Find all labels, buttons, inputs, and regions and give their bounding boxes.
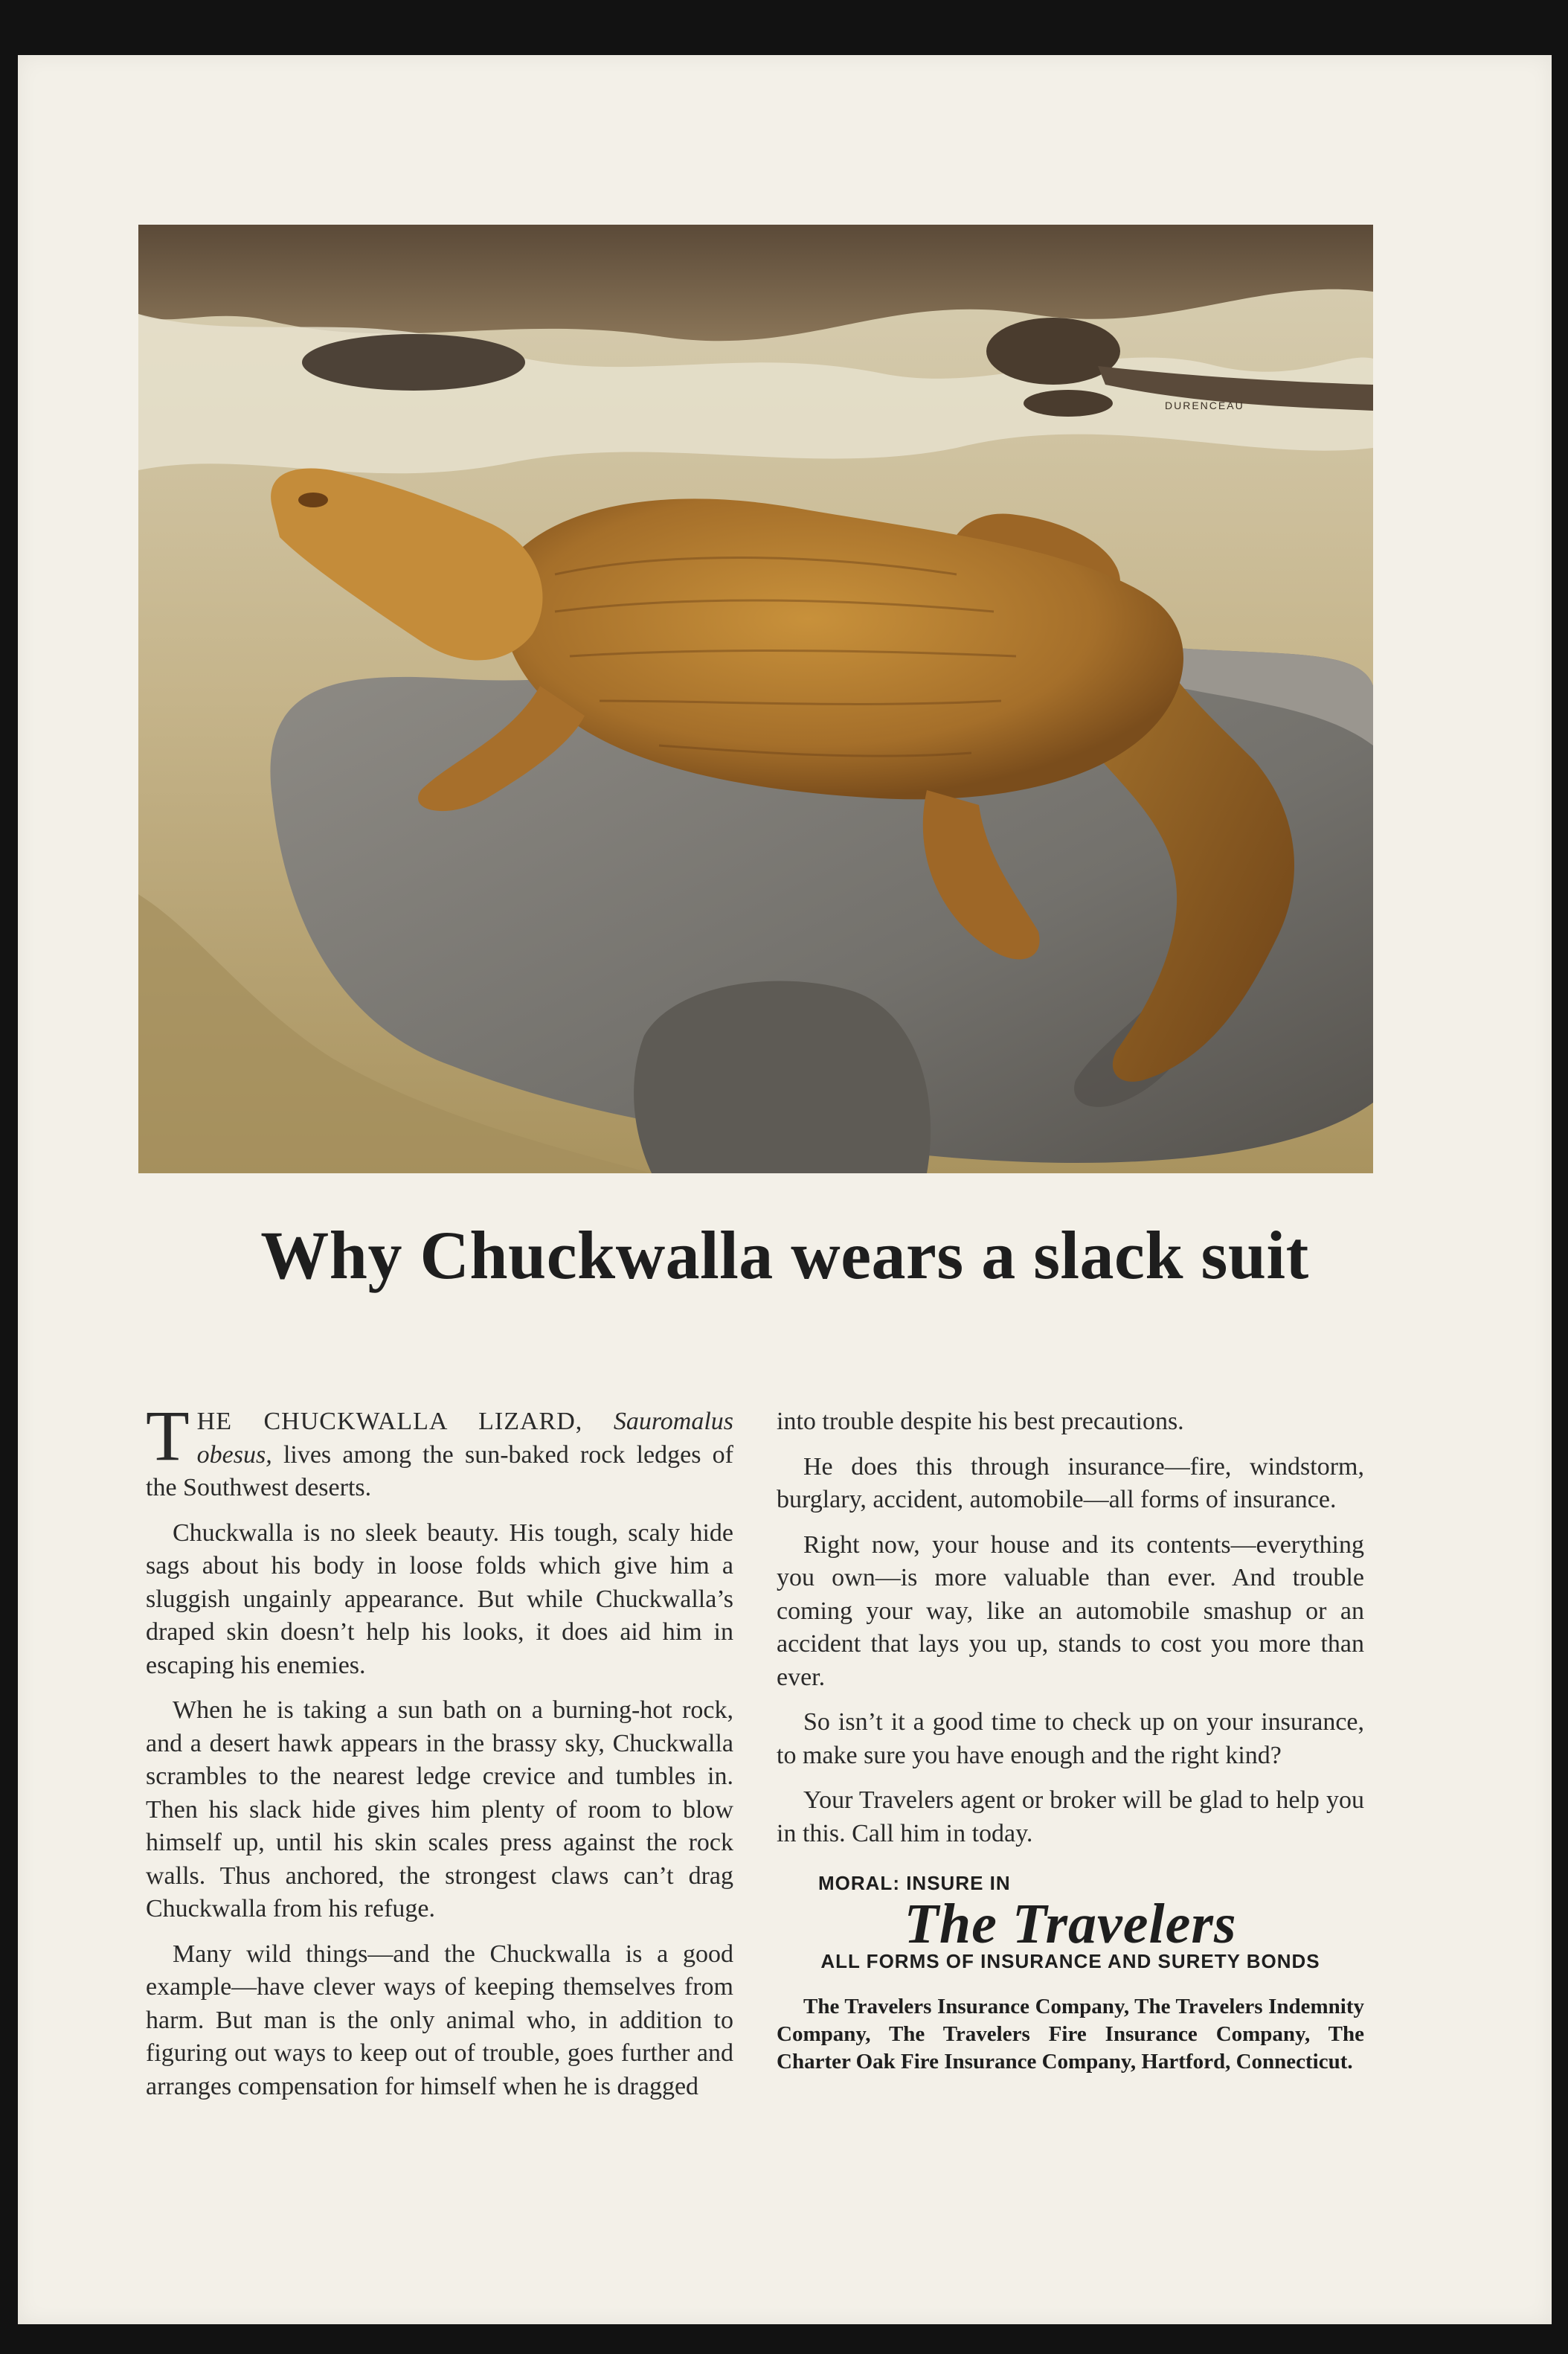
lead-in-smallcaps: HE CHUCKWALLA LIZARD, bbox=[196, 1408, 583, 1435]
article-column-right bbox=[777, 1405, 1364, 2088]
drop-cap: T bbox=[146, 1396, 190, 1475]
company-list: The Travelers Insurance Company, The Travelers Indemnity Company, The Travelers Fire Insurance Company, The Charter Oak Fire Insurance Company, Hartford, Connecticut. bbox=[777, 1994, 1364, 2074]
article-paragraph-2: Chuckwalla is no sleek beauty. His tough, scaly hide sags about his body in loose folds which give him a sluggish ungainly appearance. But while Chuckwalla’s draped skin doesn’t help his looks, it does aid him in escaping his enemies. bbox=[146, 1518, 733, 1679]
article-paragraph-3: When he is taking a sun bath on a burning-hot rock, and a desert hawk appears in the brassy sky, Chuckwalla scrambles to the nearest ledge crevice and tumbles in. Then his slack hide gives him plenty of room to blow himself up, until his skin scales press against the rock walls. Thus anchored, the strongest claws can’t drag Chuckwalla from his refuge. bbox=[146, 1696, 733, 1922]
article-paragraph-1 bbox=[146, 1396, 734, 1505]
article-paragraph-4: Many wild things—and the Chuckwalla is a good example—have clever ways of keeping themselves from harm. But man is the only animal who, in addition to figuring out ways to keep out of trouble, goes further and arranges compensation for himself when he is dragged bbox=[146, 1940, 733, 2100]
article-paragraph-7: Right now, your house and its contents—everything you own—is more valuable than ever. And trouble coming your way, like an automobile smashup or an accident that lays you up, stands to cost you more than ever. bbox=[777, 1530, 1364, 1691]
tagline: ALL FORMS OF INSURANCE AND SURETY BONDS bbox=[820, 1950, 1320, 1972]
paragraph-1-text: lives among the sun-baked rock ledges of the Southwest deserts. bbox=[146, 1440, 734, 1501]
artist-signature: DURENCEAU bbox=[1165, 400, 1244, 411]
article-paragraph-8: So isn’t it a good time to check up on your insurance, to make sure you have enough and the right kind? bbox=[777, 1708, 1364, 1769]
article-column-left bbox=[146, 1396, 734, 2115]
article-paragraph-5: into trouble despite his best precautions. bbox=[777, 1408, 1184, 1435]
species-name: Sauromalus obesus, bbox=[196, 1408, 734, 1469]
moral-line: MORAL: INSURE IN bbox=[818, 1872, 1011, 1894]
chuckwalla-illustration bbox=[138, 225, 1373, 1173]
chuckwalla-painting bbox=[138, 225, 1373, 1173]
article-paragraph-6: He does this through insurance—fire, windstorm, burglary, accident, automobile—all forms of insurance. bbox=[777, 1452, 1364, 1513]
headline: Why Chuckwalla wears a slack suit bbox=[260, 1217, 1309, 1293]
article-paragraph-9: Your Travelers agent or broker will be glad to help you in this. Call him in today. bbox=[777, 1786, 1364, 1847]
brand-logo-text: The Travelers bbox=[904, 1892, 1237, 1955]
magazine-page bbox=[18, 55, 1552, 2324]
